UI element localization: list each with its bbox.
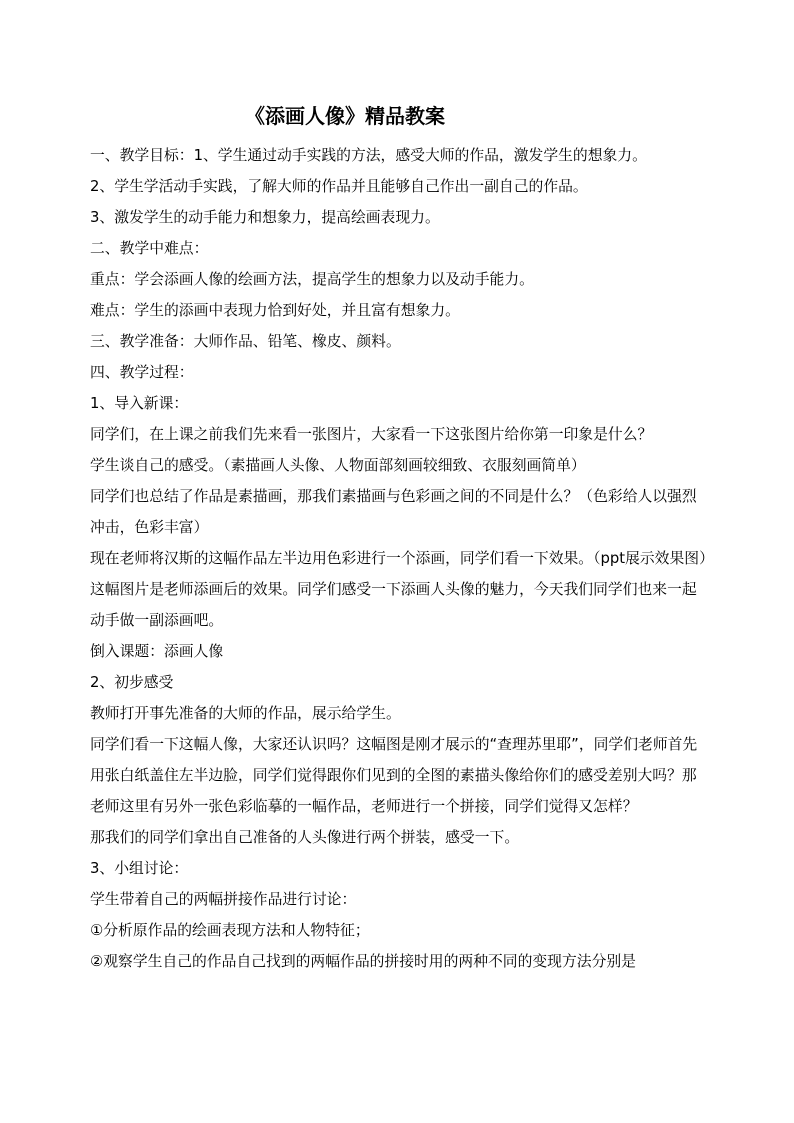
paragraph-objective-1: 一、教学目标：1、学生通过动手实践的方法，感受大师的作品，激发学生的想象力。 (90, 147, 647, 164)
paragraph-topic: 倒入课题：添画人像 (90, 643, 224, 660)
document-body (90, 140, 710, 977)
paragraph-preparation: 三、教学准备：大师作品、铅笔、橡皮、颜料。 (90, 333, 401, 350)
paragraph-group-discussion-heading: 3、小组讨论： (90, 860, 189, 877)
paragraph-process-heading: 四、教学过程： (90, 364, 194, 381)
paragraph-key-point: 重点：学会添画人像的绘画方法，提高学生的想象力以及动手能力。 (90, 271, 534, 288)
paragraph-portrait-discussion: 同学们看一下这幅人像，大家还认识吗？这幅图是刚才展示的“查理苏里耶”，同学们老师首先用张白纸盖住左半边脸，同学们觉得跟你们见到的全图的素描头像给你们的感受差别大吗？那老师这里有另外一张色彩临摹的一幅作品，老师进行一个拼接，同学们觉得又怎样？ (90, 736, 698, 815)
paragraph-student-feelings: 学生谈自己的感受。（素描画人头像、人物面部刻画较细致、衣服刻画简单） (90, 457, 586, 474)
paragraph-key-points-heading: 二、教学中难点： (90, 240, 209, 257)
paragraph-intro-question: 同学们，在上课之前我们先来看一张图片，大家看一下这张图片给你第一印象是什么？ (90, 426, 653, 443)
document-title: 《添画人像》精品教案 (245, 104, 445, 128)
paragraph-objective-2: 2、学生学活动手实践，了解大师的作品并且能够自己作出一副自己的作品。 (90, 178, 588, 195)
paragraph-intro-heading: 1、导入新课： (90, 395, 189, 412)
paragraph-discussion-intro: 学生带着自己的两幅拼接作品进行讨论： (90, 891, 357, 908)
paragraph-initial-feel-heading: 2、初步感受 (90, 674, 174, 691)
paragraph-discussion-point-1: ①分析原作品的绘画表现方法和人物特征； (90, 922, 370, 939)
paragraph-show-works: 教师打开事先准备的大师的作品，展示给学生。 (90, 705, 401, 722)
paragraph-teacher-demo: 现在老师将汉斯的这幅作品左半边用色彩进行一个添画，同学们看一下效果。（ppt展示效果图）这幅图片是老师添画后的效果。同学们感受一下添画人头像的魅力，今天我们同学们也来一起动手做一副添画吧。 (90, 550, 707, 629)
paragraph-sketch-vs-color: 同学们也总结了作品是素描画，那我们素描画与色彩画之间的不同是什么？（色彩给人以强烈冲击，色彩丰富） (90, 488, 697, 536)
paragraph-discussion-point-2: ②观察学生自己的作品自己找到的两幅作品的拼接时用的两种不同的变现方法分别是 (90, 953, 636, 970)
paragraph-objective-3: 3、激发学生的动手能力和想象力，提高绘画表现力。 (90, 209, 440, 226)
paragraph-student-assembly: 那我们的同学们拿出自己准备的人头像进行两个拼装，感受一下。 (90, 829, 520, 846)
paragraph-difficulty: 难点：学生的添画中表现力恰到好处，并且富有想象力。 (90, 302, 460, 319)
